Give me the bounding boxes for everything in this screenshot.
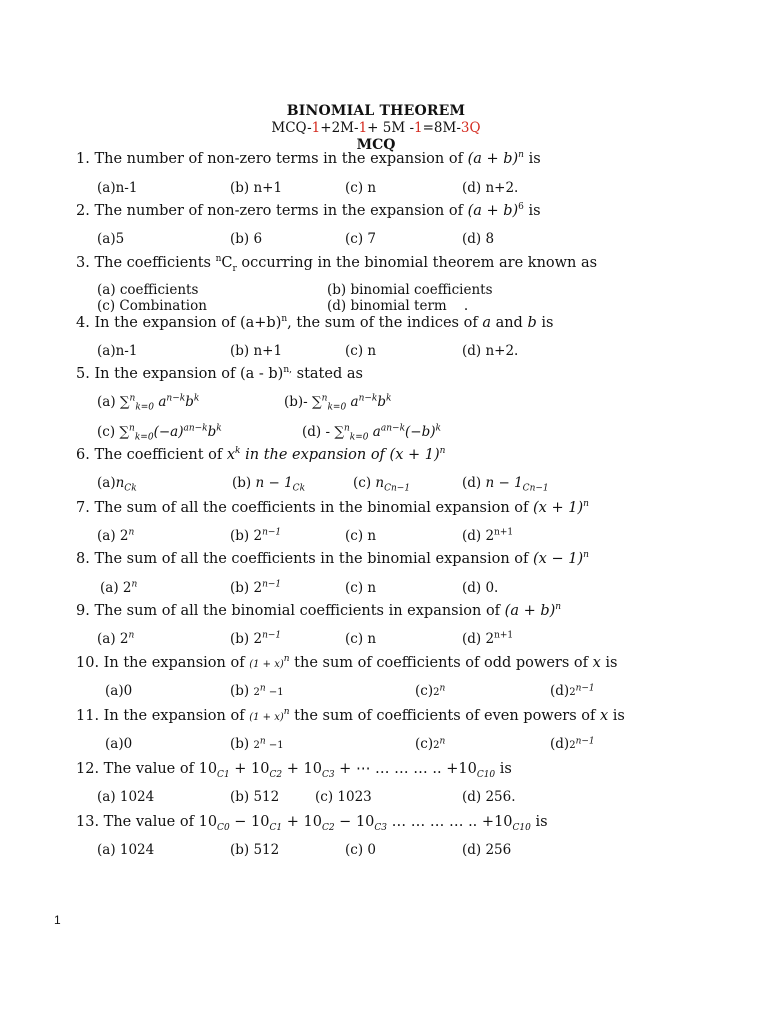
question-2: 2. The number of non-zero terms in the expansion of $(a + b)^6$ is <box>76 202 541 219</box>
q4-option-c: (c) n <box>345 343 377 359</box>
marks-breakdown: MCQ-1+2M-1+ 5M -1=8M-3Q <box>271 120 481 136</box>
q4-option-b: (b) n+1 <box>230 343 283 359</box>
q5-option-d: (d) - ∑$^n_{k=0}$ $a^{an-k}(-b)^k$ <box>302 423 441 443</box>
q10-option-b: (b) $2^n -1$ <box>230 683 284 699</box>
q2-option-c: (c) 7 <box>345 231 376 247</box>
q8-option-c: (c) n <box>345 580 377 596</box>
q5-option-a: (a) ∑$^n_{k=0}$ $a^{n-k}b^k$ <box>97 393 200 413</box>
q7-option-c: (c) n <box>345 528 377 544</box>
q1-option-b: (b) n+1 <box>230 180 283 196</box>
q8-option-b: (b) $2^{n-1}$ <box>230 579 282 596</box>
q8-option-a: (a) 2$^n$ <box>100 579 138 596</box>
question-10: 10. In the expansion of $(1 + x)^n$ the sum of coefficients of odd powers of x is <box>76 654 618 671</box>
q10-option-d: $(d)2^{n-1}$ <box>550 683 595 699</box>
q7-option-d: (d) $2^{n+1}$ <box>462 527 514 544</box>
q8-option-d: (d) 0. <box>462 580 499 596</box>
q6-option-a: $(a)n_{Ck}$ <box>97 475 137 494</box>
q12-option-b: (b) 512 <box>230 789 280 805</box>
q1-option-a: (a)n-1 <box>97 180 138 196</box>
q9-option-c: (c) n <box>345 631 377 647</box>
q4-option-d: (d) n+2. <box>462 343 519 359</box>
q3-option-b: (b) binomial coefficients <box>327 282 493 298</box>
q9-option-d: (d) $2^{n+1}$ <box>462 630 514 647</box>
question-12: 12. The value of $10_{C1} + 10_{C2} + 10_{C3}$ + ⋯ … … … .. $+10_{C10}$ is <box>76 761 512 780</box>
document-title: BINOMIAL THEOREM <box>286 103 466 119</box>
q11-option-c: (c)2$^n$ <box>415 736 446 752</box>
q5-option-c: (c) $\sum^n_{k=0}(-a)^{an-k}b^k$ <box>97 423 222 443</box>
q2-option-b: (b) 6 <box>230 231 263 247</box>
question-11: 11. In the expansion of $(1 + x)^n$ the sum of coefficients of even powers of x is <box>76 707 625 724</box>
question-1: 1. The number of non-zero terms in the expansion of $(a + b)^n$ is <box>76 150 541 167</box>
question-9: 9. The sum of all the binomial coefficients in expansion of $(a + b)^n$ <box>76 602 562 619</box>
q11-option-a: (a)0 <box>105 736 133 752</box>
q10-option-c: (c)2$^n$ <box>415 683 446 699</box>
q7-option-a: (a) 2$^n$ <box>97 527 135 544</box>
q1-option-c: (c) n <box>345 180 377 196</box>
q9-option-b: (b) $2^{n-1}$ <box>230 630 282 647</box>
q12-option-c: (c) 1023 <box>315 789 372 805</box>
q13-option-a: (a) 1024 <box>97 842 155 858</box>
section-heading: MCQ <box>356 137 396 153</box>
q11-option-d: $(d)2^{n-1}$ <box>550 736 595 752</box>
q9-option-a: (a) 2$^n$ <box>97 630 135 647</box>
q5-option-b: (b)- ∑$^n_{k=0}$ $a^{n-k}b^k$ <box>284 393 392 413</box>
q1-option-d: (d) n+2. <box>462 180 519 196</box>
q3-option-d: (d) binomial term . <box>327 298 469 314</box>
q6-option-b: (b) $n - 1_{Ck}$ <box>232 475 306 494</box>
q6-option-c: (c) $n_{Cn-1}$ <box>353 475 411 494</box>
question-4: 4. In the expansion of $(a+b)^n$, the sum of the indices of a and b is <box>76 314 554 331</box>
question-5: 5. In the expansion of (a - b)$^{n,}$ stated as <box>76 365 363 382</box>
q2-option-d: (d) 8 <box>462 231 495 247</box>
q6-option-d: (d) $n - 1_{Cn-1}$ <box>462 475 549 494</box>
question-7: 7. The sum of all the coefficients in the binomial expansion of $(x + 1)^n$ <box>76 499 589 516</box>
q10-option-a: (a)0 <box>105 683 133 699</box>
q2-option-a: (a)5 <box>97 231 125 247</box>
q3-option-c: (c) Combination <box>97 298 207 314</box>
question-13: 13. The value of $10_{C0} - 10_{C1} + 10_{C2} - 10_{C3}$ … … … … .. $+10_{C10}$ is <box>76 814 548 833</box>
q4-option-a: (a)n-1 <box>97 343 138 359</box>
q7-option-b: (b) $2^{n-1}$ <box>230 527 282 544</box>
question-8: 8. The sum of all the coefficients in the binomial expansion of $(x - 1)^n$ <box>76 550 589 567</box>
q13-option-c: (c) 0 <box>345 842 376 858</box>
q12-option-a: (a) 1024 <box>97 789 155 805</box>
q11-option-b: (b) $2^n -1$ <box>230 736 284 752</box>
page-number: 1 <box>54 913 61 927</box>
q13-option-d: (d) 256 <box>462 842 512 858</box>
question-6: 6. The coefficient of $x^k$ in the expansion of $(x + 1)^n$ <box>76 446 446 463</box>
q12-option-d: (d) 256. <box>462 789 516 805</box>
q3-option-a: (a) coefficients <box>97 282 199 298</box>
q13-option-b: (b) 512 <box>230 842 280 858</box>
question-3: 3. The coefficients $^nC_r$ occurring in the binomial theorem are known as <box>76 254 598 274</box>
